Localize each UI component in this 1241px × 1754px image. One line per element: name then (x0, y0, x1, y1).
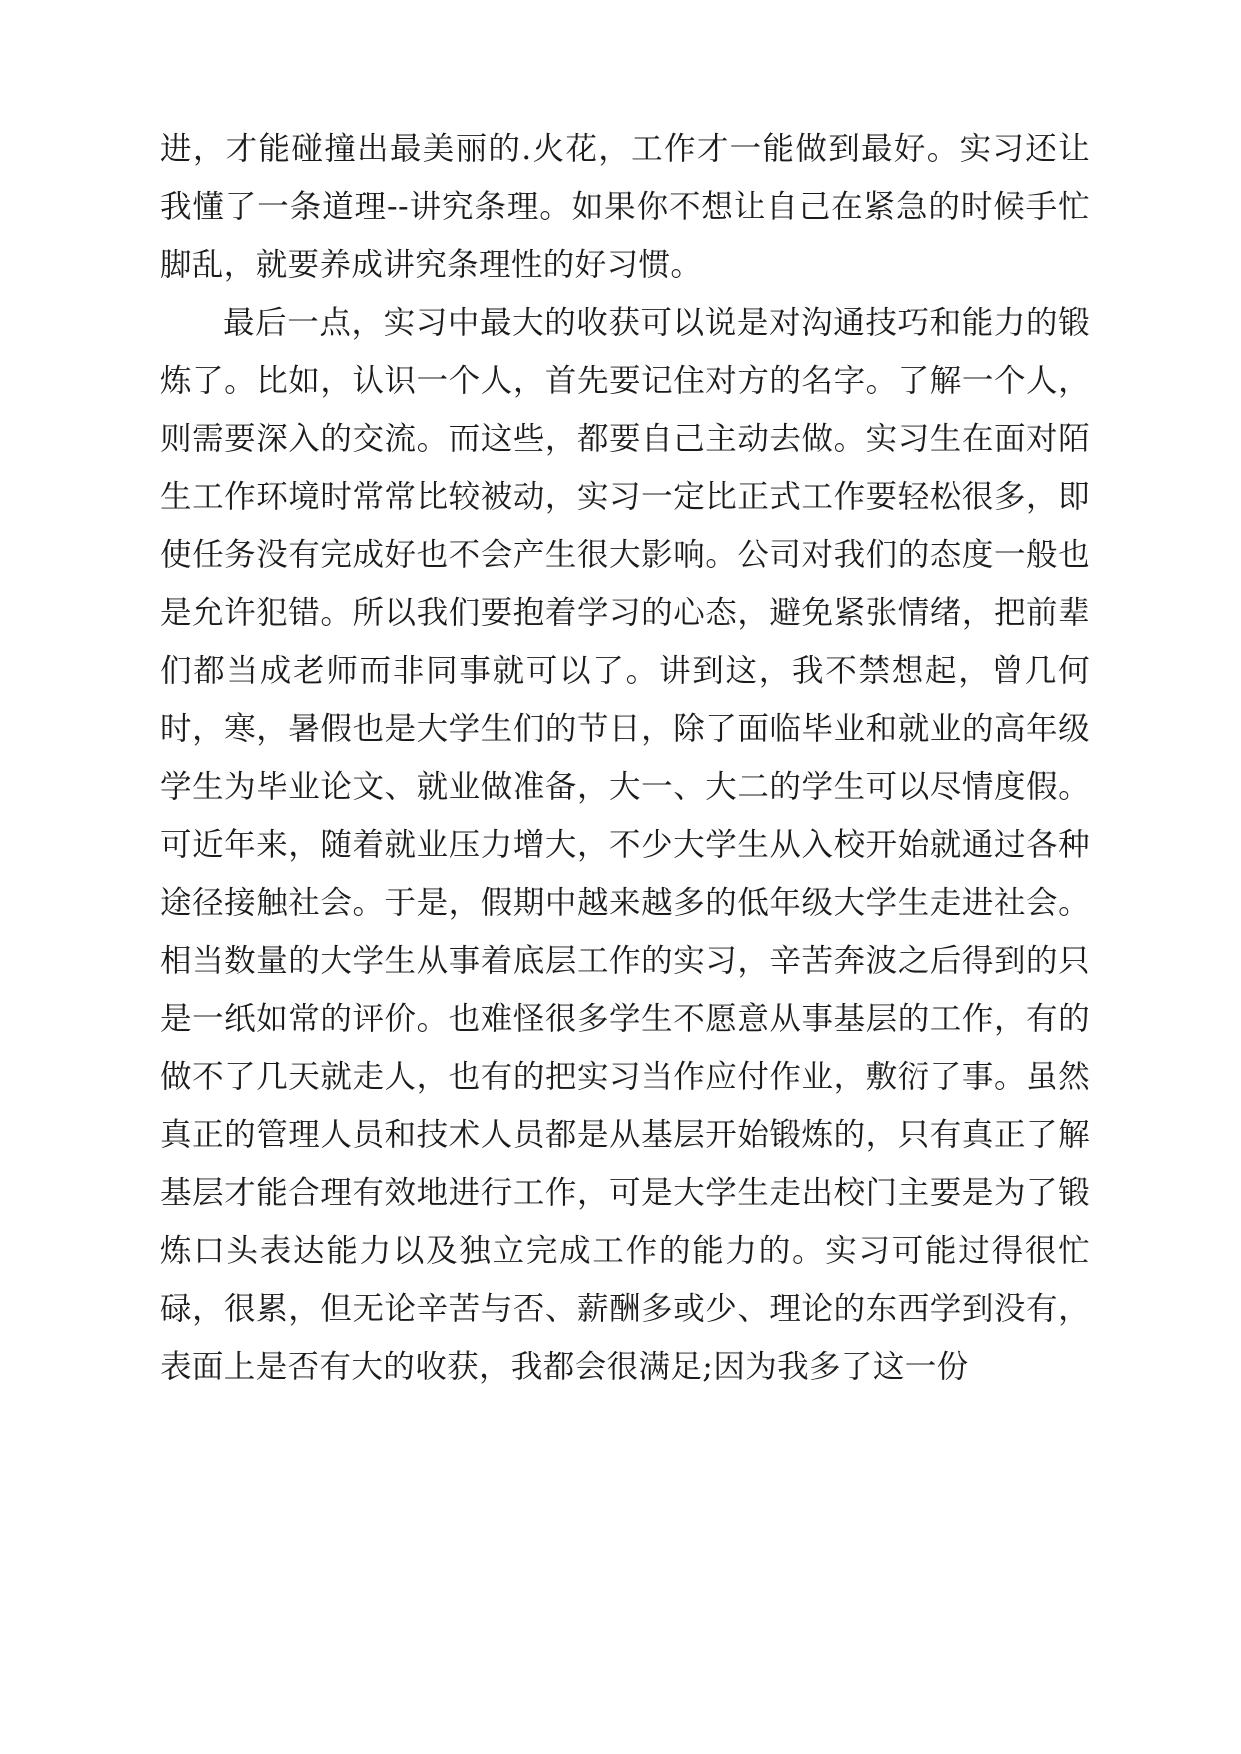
paragraph-2: 最后一点，实习中最大的收获可以说是对沟通技巧和能力的锻炼了。比如，认识一个人，首先要记住对方的名字。了解一个人，则需要深入的交流。而这些，都要自己主动去做。实习生在面对陌生工作环境时常常比较被动，实习一定比正式工作要轻松很多，即使任务没有完成好也不会产生很大影响。公司对我们的态度一般也是允许犯错。所以我们要抱着学习的心态，避免紧张情绪，把前辈们都当成老师而非同事就可以了。讲到这，我不禁想起，曾几何时，寒，暑假也是大学生们的节日，除了面临毕业和就业的高年级学生为毕业论文、就业做准备，大一、大二的学生可以尽情度假。可近年来，随着就业压力增大，不少大学生从入校开始就通过各种途径接触社会。于是，假期中越来越多的低年级大学生走进社会。相当数量的大学生从事着底层工作的实习，辛苦奔波之后得到的只是一纸如常的评价。也难怪很多学生不愿意从事基层的工作，有的做不了几天就走人，也有的把实习当作应付作业，敷衍了事。虽然真正的管理人员和技术人员都是从基层开始锻炼的，只有真正了解基层才能合理有效地进行工作，可是大学生走出校门主要是为了锻炼口头表达能力以及独立完成工作的能力的。实习可能过得很忙碌，很累，但无论辛苦与否、薪酬多或少、理论的东西学到没有，表面上是否有大的收获，我都会很满足;因为我多了这一份 (160, 305, 1090, 1385)
document-text-body (160, 120, 1090, 1396)
paragraph-1: 进，才能碰撞出最美丽的.火花，工作才一能做到最好。实习还让我懂了一条道理--讲究条理。如果你不想让自己在紧急的时候手忙脚乱，就要养成讲究条理性的好习惯。 (160, 131, 1090, 283)
